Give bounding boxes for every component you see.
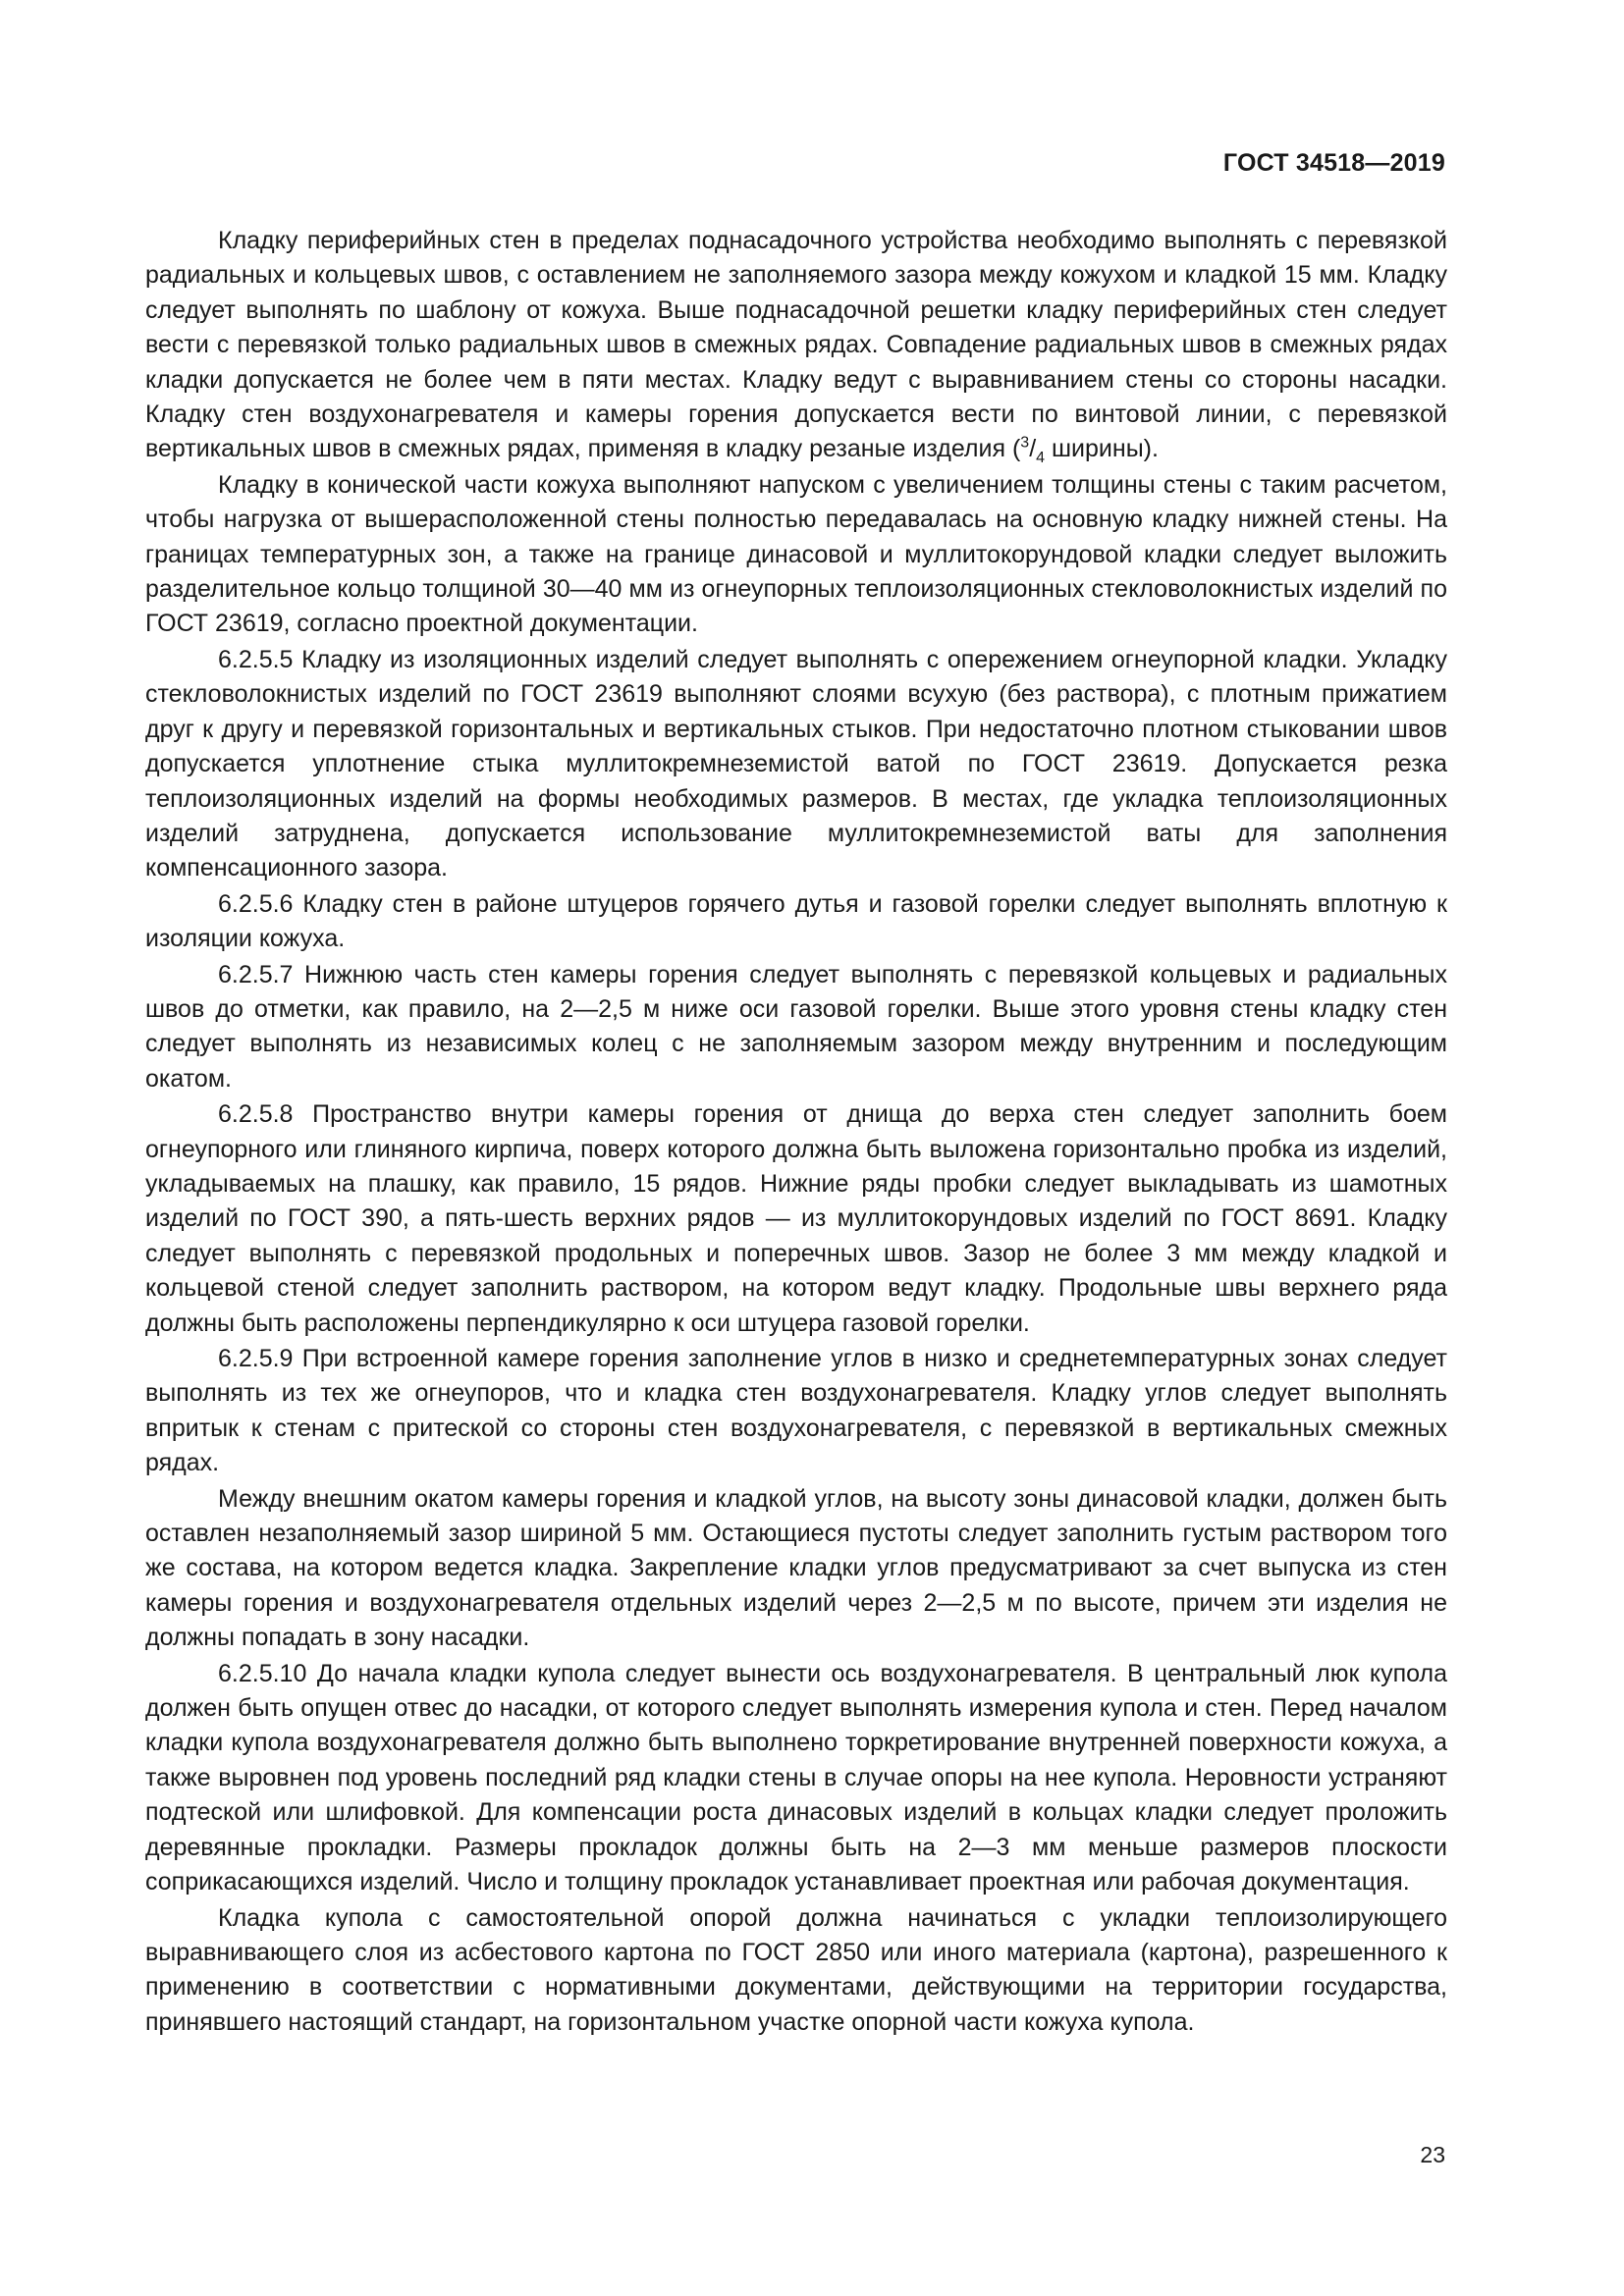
paragraph-outer-ring-gap: Между внешним окатом камеры горения и кладкой углов, на высоту зоны динасовой кладки, должен быть оставлен незаполняемый зазор шириной 5 мм. Остающиеся пустоты следует заполнить густым раствором того же состава, на котором ведется кладка. Закрепление кладки углов предусматривают за счет выпуска из стен камеры горения и воздухонагревателя отдельных изделий через 2—2,5 м по высоте, причем эти изделия не должны попадать в зону насадки. <box>145 1484 1447 1652</box>
paragraph-dome-masonry: Кладка купола с самостоятельной опорой должна начинаться с укладки теплоизолирующего выравнивающего слоя из асбестового картона по ГОСТ 2850 или иного материала (картона), разрешенного к применению в соответствии с нормативными документами, действующими на территории государства, принявшего настоящий стандарт, на горизонтальном участке опорной части кожуха купола. <box>145 1903 1447 2036</box>
page-number: 23 <box>1420 2142 1445 2167</box>
standard-header: ГОСТ 34518—2019 <box>1222 149 1445 177</box>
fraction-numerator: 3 <box>1020 435 1030 453</box>
paragraph-6-2-5-8: 6.2.5.8 Пространство внутри камеры горения от днища до верха стен следует заполнить боем огнеупорного или глиняного кирпича, поверх которого должна быть выложена горизонтально пробка из изделий, укладываемых на плашку, как правило, 15 рядов. Нижние ряды пробки следует выкладывать из шамотных изделий по ГОСТ 390, а пять-шесть верхних рядов — из муллитокорундовых изделий по ГОСТ 8691. Кладку следует выполнять с перевязкой продольных и поперечных швов. Зазор не более 3 мм между кладкой и кольцевой стеной следует заполнить раствором, на котором ведут кладку. Продольные швы верхнего ряда должны быть расположены перпендикулярно к оси штуцера газовой горелки. <box>145 1100 1447 1337</box>
paragraph-6-2-5-7: 6.2.5.7 Нижнюю часть стен камеры горения следует выполнять с перевязкой кольцевых и радиальных швов до отметки, как правило, на 2—2,5 м ниже оси газовой горелки. Выше этого уровня стены кладку стен следует выполнять из независимых колец с не заполняемым зазором между внутренним и последующим окатом. <box>145 960 1447 1093</box>
paragraph-conical-part: Кладку в конической части кожуха выполняют напуском с увеличением толщины стены с таким расчетом, чтобы нагрузка от вышерасположенной стены полностью передавалась на основную кладку нижней стены. На границах температурных зон, а также на границе динасовой и муллитокорундовой кладки следует выложить разделительное кольцо толщиной 30—40 мм из огнеупорных теплоизоляционных стекловолокнистых изделий по ГОСТ 23619, согласно проектной документации. <box>145 470 1447 638</box>
paragraph-6-2-5-6: 6.2.5.6 Кладку стен в районе штуцеров горячего дутья и газовой горелки следует выполнять вплотную к изоляции кожуха. <box>145 889 1447 953</box>
paragraph-6-2-5-10: 6.2.5.10 До начала кладки купола следует вынести ось воздухонагревателя. В центральный люк купола должен быть опущен отвес до насадки, от которого следует выполнять измерения купола и стен. Перед началом кладки купола воздухонагревателя должно быть выполнено торкретирование внутренней поверхности кожуха, а также выровнен под уровень последний ряд кладки стены в случае опоры на нее купола. Неровности устраняют подтеской или шлифовкой. Для компенсации роста динасовых изделий в кольцах кладки следует проложить деревянные прокладки. Размеры прокладок должны быть на 2—3 мм меньше размеров плоскости соприкасающихся изделий. Число и толщину прокладок устанавливает проектная или рабочая документация. <box>145 1659 1447 1896</box>
fraction-denominator: 4 <box>1036 450 1046 467</box>
paragraph-peripheral-walls <box>145 224 1447 467</box>
document-body <box>145 224 1447 2040</box>
fraction-suffix: ширины). <box>1045 435 1159 463</box>
paragraph-text: Кладку периферийных стен в пределах поднасадочного устройства необходимо выполнять с перевязкой радиальных и кольцевых швов, с оставлением не заполняемого зазора между кожухом и кладкой 15 мм. Кладку следует выполнять по шаблону от кожуха. Выше поднасадочной решетки кладку периферийных стен следует вести с перевязкой только радиальных швов в смежных рядах. Совпадение радиальных швов в смежных рядах кладки допускается не более чем в пяти местах. Кладку ведут с выравниванием стены со стороны насадки. Кладку стен воздухонагревателя и камеры горения допускается вести по винтовой линии, с перевязкой вертикальных швов в смежных рядах, применяя в кладку резаные изделия ( <box>145 227 1447 463</box>
paragraph-6-2-5-5: 6.2.5.5 Кладку из изоляционных изделий следует выполнять с опережением огнеупорной кладки. Укладку стекловолокнистых изделий по ГОСТ 23619 выполняют слоями всухую (без раствора), с плотным прижатием друг к другу и перевязкой горизонтальных и вертикальных стыков. При недостаточно плотном стыковании швов допускается уплотнение стыка муллитокремнеземистой ватой по ГОСТ 23619. Допускается резка теплоизоляционных изделий на формы необходимых размеров. В местах, где укладка теплоизоляционных изделий затруднена, допускается использование муллитокремнеземистой ваты для заполнения компенсационного зазора. <box>145 645 1447 882</box>
paragraph-6-2-5-9: 6.2.5.9 При встроенной камере горения заполнение углов в низко и среднетемпературных зонах следует выполнять из тех же огнеупоров, что и кладка стен воздухонагревателя. Кладку углов следует выполнять впритык к стенам с притеской со стороны стен воздухонагревателя, с перевязкой в вертикальных смежных рядах. <box>145 1345 1447 1477</box>
fraction-three-quarters: $^3/_4$ <box>1020 435 1046 467</box>
